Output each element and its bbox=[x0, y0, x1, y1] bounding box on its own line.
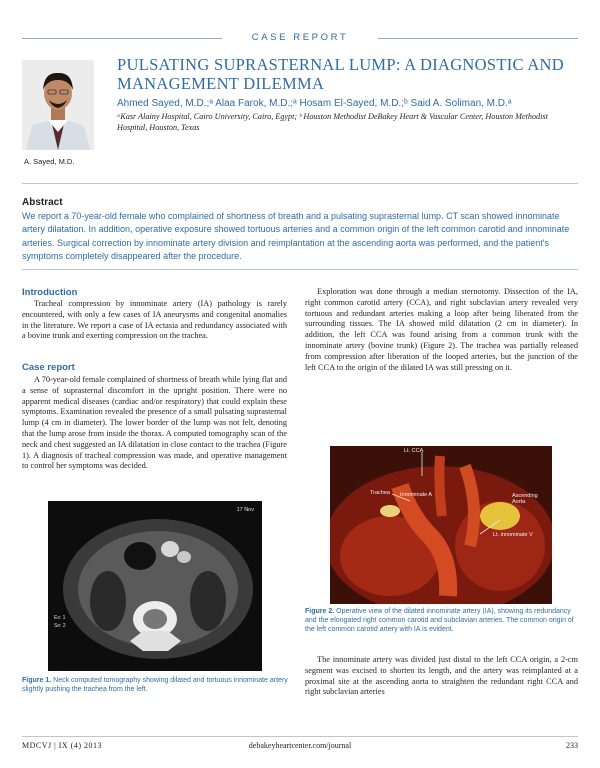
divider bbox=[22, 269, 578, 270]
photo-caption: A. Sayed, M.D. bbox=[24, 157, 75, 166]
footer-website[interactable]: debakeyheartcenter.com/journal bbox=[248, 741, 352, 750]
divider bbox=[22, 183, 578, 184]
article-title: PULSATING SUPRASTERNAL LUMP: A DIAGNOSTIC AND MANAGEMENT DILEMMA bbox=[117, 55, 564, 93]
footer-journal: MDCVJ | IX (4) 2013 bbox=[22, 741, 102, 750]
label-trachea: Trachea bbox=[370, 490, 390, 496]
label-innominate-a: Innominate A bbox=[400, 492, 433, 498]
scan-date: 17 Nov bbox=[236, 507, 254, 513]
svg-text:Ex: 1: Ex: 1 bbox=[54, 615, 66, 621]
footer-divider bbox=[22, 736, 578, 737]
header-rule-left bbox=[22, 38, 222, 39]
section-label: CASE REPORT bbox=[251, 32, 349, 43]
case-report-text: A 70-year-old female complained of shortness of breath while lying flat and a sense of suprasternal discomfort in the upright position. There were no apparent medical diseases (cardiac and/or respiratory) that could explain these symptoms. Examination revealed the presence of a small pulsating suprasternal lump (4 cm in diameter). The lower border of the lump was not felt, denoting that the lump arose from inside the thorax. A computed tomography scan of the neck and chest suggested an IA dilatation in close contact to the trachea (Figure 1). A diagnosis of tracheal compression was made, and operative management to control her symptoms was decided. bbox=[22, 375, 287, 471]
introduction-text: Tracheal compression by innominate artery (IA) pathology is rarely encountered, with only a few cases of IA aneurysms and congenital anomalies in the literature. We report a case of IA ectasia and redundancy associated with a bovine trunk and exerting compression on the trachea. bbox=[22, 299, 287, 341]
figure-2-operative-photo bbox=[330, 446, 552, 604]
figure-2-label: Figure 2. bbox=[305, 608, 335, 615]
label-lt-cca: Lt. CCA bbox=[404, 448, 424, 454]
case-report-heading: Case report bbox=[22, 362, 75, 373]
header-rule-right bbox=[378, 38, 578, 39]
author-list: Ahmed Sayed, M.D.;ᵃ Alaa Farok, M.D.;ᵃ Hosam El-Sayed, M.D.;ᵇ Said A. Soliman, M.D.ᵃ bbox=[117, 98, 512, 109]
introduction-heading: Introduction bbox=[22, 287, 78, 298]
figure-2-caption bbox=[305, 607, 578, 634]
figure-2-caption-text: Operative view of the dilated innominate artery (IA), showing its redundancy and the elongated right common carotid and subclavian arteries. The common origin of the left common carotid artery with IA is evident. bbox=[305, 608, 574, 633]
right-column-text-continued: The innominate artery was divided just distal to the left CCA origin, a 2-cm segment was excised to shorten its length, and the artery was reimplanted at a proximal site at the ascending aorta to straighten the redundant right CCA and right subclavian arteries bbox=[305, 655, 578, 697]
abstract-heading: Abstract bbox=[22, 197, 63, 208]
figure-1-caption bbox=[22, 676, 290, 694]
page-number: 233 bbox=[566, 741, 578, 750]
svg-text:Se: 2: Se: 2 bbox=[54, 623, 66, 629]
right-column-text: Exploration was done through a median sternotomy. Dissection of the IA, right common carotid artery (CCA), and right subclavian artery revealed very tortuous and redundant arteries making a loop after being liberated from the surrounding tissues. The IA showed mild dilatation (2 cm in diameter). In addition, the left CCA was found arising from a common trunk with the innominate artery (bovine trunk) (Figure 2). The trachea was partially released from compression after liberation of the looped arteries, but the junction of the left CCA to the origin of the dilated IA was still pressing on it. bbox=[305, 287, 578, 372]
figure-1-label: Figure 1. bbox=[22, 677, 52, 684]
figure-1-ct-scan bbox=[48, 501, 262, 671]
label-ascending-aorta: Ascending Aorta bbox=[512, 493, 538, 505]
author-photo bbox=[22, 60, 94, 150]
abstract-text: We report a 70-year-old female who complained of shortness of breath and a pulsating suprasternal lump. CT scan showed innominate artery dilatation. In addition, operative exposure showed tortuous arteries and a common origin of the left common carotid and innominate arteries. Surgical correction by innominate artery division and reimplantation at the ascending aorta was performed, and the patient's symptoms completely disappeared after the procedure. bbox=[22, 211, 570, 261]
affiliations: ᵃKasr Alainy Hospital, Cairo University, Cairo, Egypt; ᵇ Houston Methodist DeBakey Heart & Vascular Center, Houston Methodist Hospital, Houston, Texas bbox=[117, 112, 548, 132]
figure-1-caption-text: Neck computed tomography showing dilated and tortuous innominate artery slightly pushing the trachea from the left. bbox=[22, 677, 288, 693]
label-lt-innominate-v: Lt. innominate V bbox=[493, 532, 533, 538]
